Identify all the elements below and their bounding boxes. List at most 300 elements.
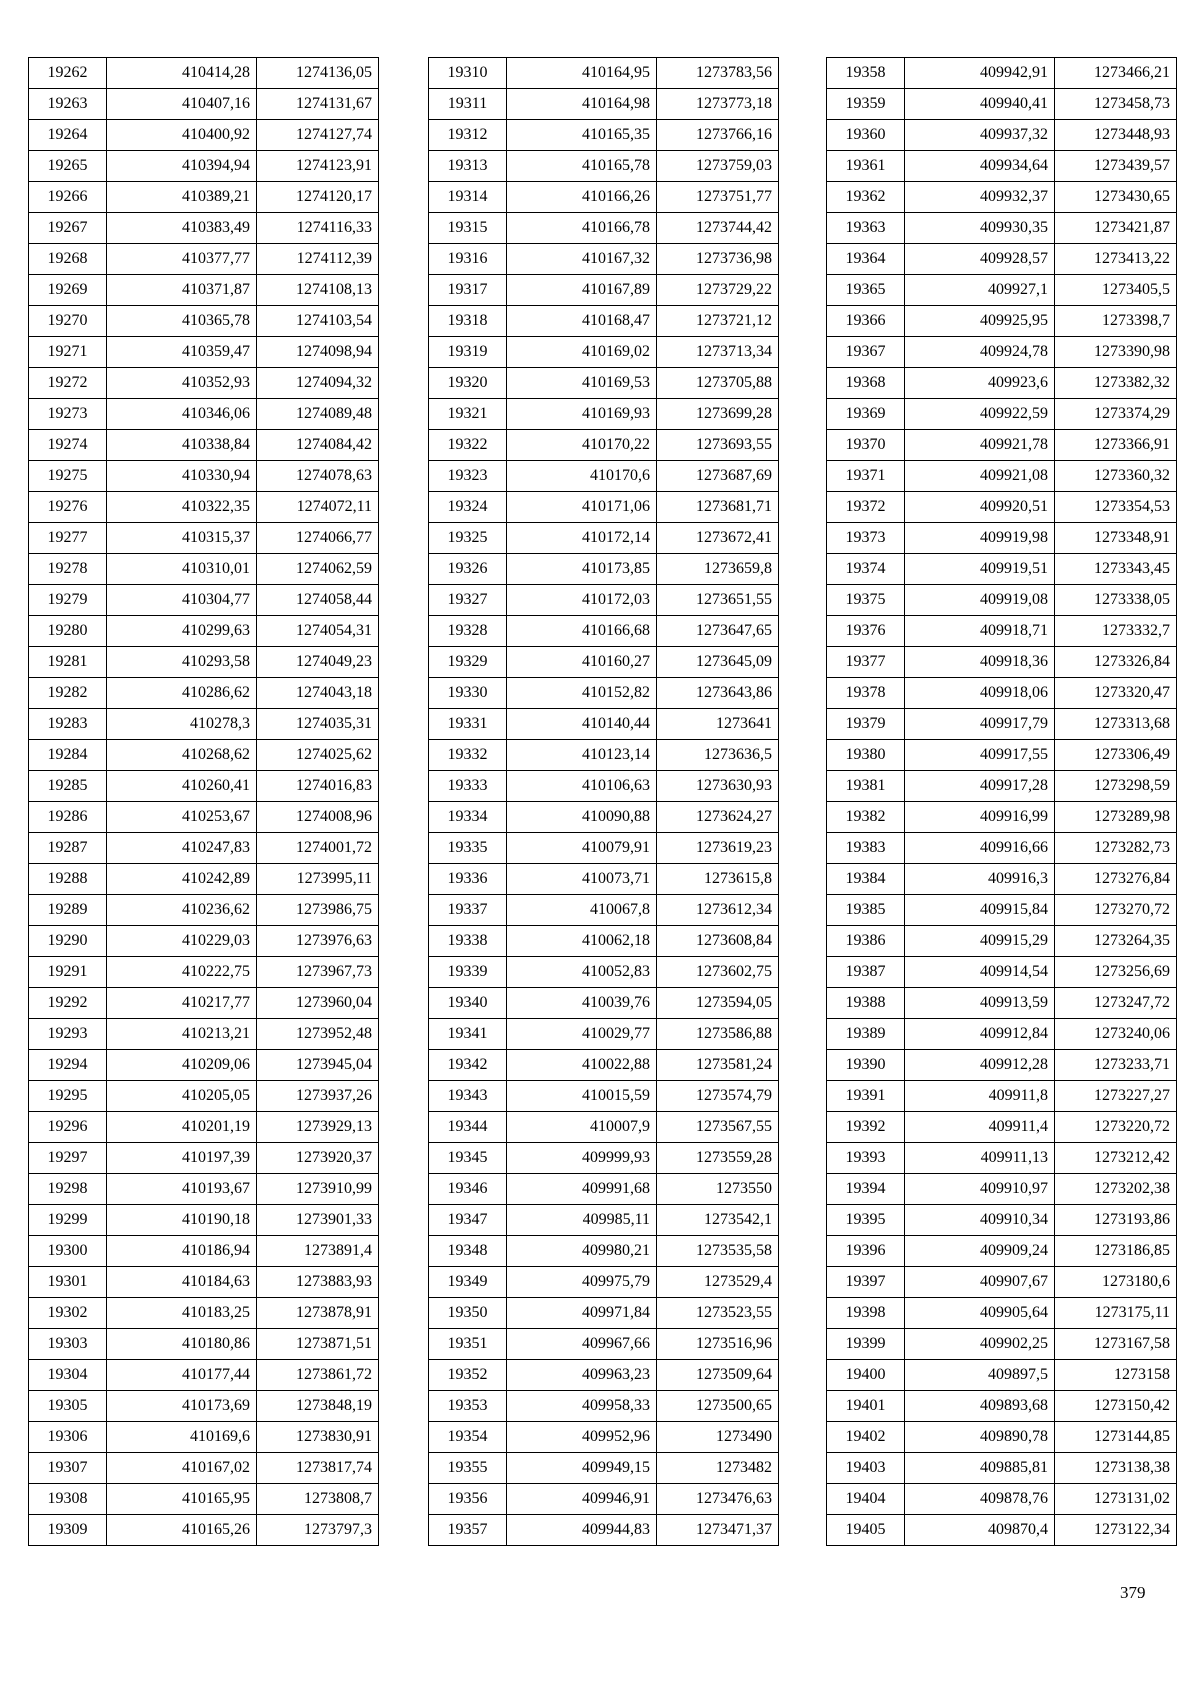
point-id-cell: 19280 (29, 616, 107, 647)
y-coordinate-cell: 1274049,23 (257, 647, 379, 678)
x-coordinate-cell: 409910,97 (905, 1174, 1055, 1205)
y-coordinate-cell: 1273430,65 (1055, 182, 1177, 213)
x-coordinate-cell: 410217,77 (107, 988, 257, 1019)
x-coordinate-cell: 410201,19 (107, 1112, 257, 1143)
table-row (429, 647, 779, 678)
x-coordinate-cell: 409878,76 (905, 1484, 1055, 1515)
table-row (429, 926, 779, 957)
x-coordinate-cell: 410247,83 (107, 833, 257, 864)
point-id-cell: 19325 (429, 523, 507, 554)
point-id-cell: 19313 (429, 151, 507, 182)
y-coordinate-cell: 1273586,88 (657, 1019, 779, 1050)
table-row (429, 1019, 779, 1050)
table-row (827, 833, 1177, 864)
y-coordinate-cell: 1273535,58 (657, 1236, 779, 1267)
y-coordinate-cell: 1273937,26 (257, 1081, 379, 1112)
point-id-cell: 19367 (827, 337, 905, 368)
table-row (29, 740, 379, 771)
table-row (429, 1360, 779, 1391)
table-row (827, 1329, 1177, 1360)
y-coordinate-cell: 1273509,64 (657, 1360, 779, 1391)
x-coordinate-cell: 409971,84 (507, 1298, 657, 1329)
y-coordinate-cell: 1273276,84 (1055, 864, 1177, 895)
point-id-cell: 19373 (827, 523, 905, 554)
coordinate-table-2 (428, 57, 779, 1546)
table-row (827, 1081, 1177, 1112)
table-row (429, 957, 779, 988)
table-row (827, 492, 1177, 523)
point-id-cell: 19385 (827, 895, 905, 926)
y-coordinate-cell: 1273952,48 (257, 1019, 379, 1050)
x-coordinate-cell: 409913,59 (905, 988, 1055, 1019)
x-coordinate-cell: 409907,67 (905, 1267, 1055, 1298)
y-coordinate-cell: 1273581,24 (657, 1050, 779, 1081)
table-row (29, 1484, 379, 1515)
y-coordinate-cell: 1273619,23 (657, 833, 779, 864)
table-row (429, 430, 779, 461)
table-row (429, 1205, 779, 1236)
point-id-cell: 19304 (29, 1360, 107, 1391)
x-coordinate-cell: 410371,87 (107, 275, 257, 306)
x-coordinate-cell: 410029,77 (507, 1019, 657, 1050)
x-coordinate-cell: 409944,83 (507, 1515, 657, 1546)
y-coordinate-cell: 1274078,63 (257, 461, 379, 492)
y-coordinate-cell: 1273439,57 (1055, 151, 1177, 182)
point-id-cell: 19300 (29, 1236, 107, 1267)
table-row (827, 1267, 1177, 1298)
x-coordinate-cell: 409920,51 (905, 492, 1055, 523)
y-coordinate-cell: 1273360,32 (1055, 461, 1177, 492)
point-id-cell: 19364 (827, 244, 905, 275)
table-row (827, 461, 1177, 492)
y-coordinate-cell: 1273612,34 (657, 895, 779, 926)
point-id-cell: 19358 (827, 58, 905, 89)
point-id-cell: 19290 (29, 926, 107, 957)
point-id-cell: 19354 (429, 1422, 507, 1453)
x-coordinate-cell: 410160,27 (507, 647, 657, 678)
point-id-cell: 19298 (29, 1174, 107, 1205)
y-coordinate-cell: 1273212,42 (1055, 1143, 1177, 1174)
table-row (29, 1143, 379, 1174)
point-id-cell: 19278 (29, 554, 107, 585)
point-id-cell: 19338 (429, 926, 507, 957)
table-row (429, 1391, 779, 1422)
point-id-cell: 19302 (29, 1298, 107, 1329)
table-row (827, 1391, 1177, 1422)
point-id-cell: 19285 (29, 771, 107, 802)
point-id-cell: 19268 (29, 244, 107, 275)
table-row (827, 1298, 1177, 1329)
point-id-cell: 19331 (429, 709, 507, 740)
table-row (29, 1453, 379, 1484)
table-row (429, 678, 779, 709)
point-id-cell: 19379 (827, 709, 905, 740)
point-id-cell: 19361 (827, 151, 905, 182)
x-coordinate-cell: 410067,8 (507, 895, 657, 926)
table-row (827, 1205, 1177, 1236)
point-id-cell: 19328 (429, 616, 507, 647)
x-coordinate-cell: 410197,39 (107, 1143, 257, 1174)
x-coordinate-cell: 410315,37 (107, 523, 257, 554)
point-id-cell: 19386 (827, 926, 905, 957)
x-coordinate-cell: 410172,14 (507, 523, 657, 554)
table-row (429, 399, 779, 430)
y-coordinate-cell: 1273348,91 (1055, 523, 1177, 554)
y-coordinate-cell: 1273713,34 (657, 337, 779, 368)
table-row (827, 275, 1177, 306)
table-row (429, 1050, 779, 1081)
x-coordinate-cell: 409885,81 (905, 1453, 1055, 1484)
y-coordinate-cell: 1273471,37 (657, 1515, 779, 1546)
y-coordinate-cell: 1273448,93 (1055, 120, 1177, 151)
point-id-cell: 19322 (429, 430, 507, 461)
table-row (429, 1174, 779, 1205)
x-coordinate-cell: 409946,91 (507, 1484, 657, 1515)
table-row (29, 1329, 379, 1360)
x-coordinate-cell: 409916,99 (905, 802, 1055, 833)
table-row (429, 306, 779, 337)
table-row (429, 58, 779, 89)
x-coordinate-cell: 410377,77 (107, 244, 257, 275)
y-coordinate-cell: 1273817,74 (257, 1453, 379, 1484)
x-coordinate-cell: 410236,62 (107, 895, 257, 926)
point-id-cell: 19342 (429, 1050, 507, 1081)
point-id-cell: 19282 (29, 678, 107, 709)
table-row (827, 740, 1177, 771)
table-row (429, 1236, 779, 1267)
table-row (429, 771, 779, 802)
point-id-cell: 19332 (429, 740, 507, 771)
point-id-cell: 19270 (29, 306, 107, 337)
x-coordinate-cell: 410407,16 (107, 89, 257, 120)
x-coordinate-cell: 410330,94 (107, 461, 257, 492)
table-row (429, 864, 779, 895)
table-row (29, 647, 379, 678)
table-row (429, 182, 779, 213)
x-coordinate-cell: 409916,3 (905, 864, 1055, 895)
x-coordinate-cell: 410346,06 (107, 399, 257, 430)
x-coordinate-cell: 409919,08 (905, 585, 1055, 616)
x-coordinate-cell: 410173,69 (107, 1391, 257, 1422)
x-coordinate-cell: 410352,93 (107, 368, 257, 399)
table-row (429, 368, 779, 399)
y-coordinate-cell: 1274127,74 (257, 120, 379, 151)
table-row (29, 1174, 379, 1205)
x-coordinate-cell: 409917,28 (905, 771, 1055, 802)
x-coordinate-cell: 409937,32 (905, 120, 1055, 151)
x-coordinate-cell: 409952,96 (507, 1422, 657, 1453)
y-coordinate-cell: 1273736,98 (657, 244, 779, 275)
y-coordinate-cell: 1273550 (657, 1174, 779, 1205)
table-row (827, 1143, 1177, 1174)
y-coordinate-cell: 1273421,87 (1055, 213, 1177, 244)
point-id-cell: 19382 (827, 802, 905, 833)
table-row (429, 895, 779, 926)
y-coordinate-cell: 1273871,51 (257, 1329, 379, 1360)
point-id-cell: 19276 (29, 492, 107, 523)
x-coordinate-cell: 410310,01 (107, 554, 257, 585)
y-coordinate-cell: 1274103,54 (257, 306, 379, 337)
table-row (827, 1236, 1177, 1267)
point-id-cell: 19405 (827, 1515, 905, 1546)
x-coordinate-cell: 410293,58 (107, 647, 257, 678)
table-row (29, 864, 379, 895)
x-coordinate-cell: 409932,37 (905, 182, 1055, 213)
point-id-cell: 19392 (827, 1112, 905, 1143)
table-row (29, 1515, 379, 1546)
table-row (29, 957, 379, 988)
y-coordinate-cell: 1273529,4 (657, 1267, 779, 1298)
y-coordinate-cell: 1273797,3 (257, 1515, 379, 1546)
table-row (29, 399, 379, 430)
table-row (827, 151, 1177, 182)
x-coordinate-cell: 409940,41 (905, 89, 1055, 120)
point-id-cell: 19311 (429, 89, 507, 120)
table-row (827, 895, 1177, 926)
y-coordinate-cell: 1273366,91 (1055, 430, 1177, 461)
x-coordinate-cell: 409893,68 (905, 1391, 1055, 1422)
table-row (29, 120, 379, 151)
x-coordinate-cell: 410062,18 (507, 926, 657, 957)
x-coordinate-cell: 409918,06 (905, 678, 1055, 709)
x-coordinate-cell: 409924,78 (905, 337, 1055, 368)
table-row (29, 585, 379, 616)
x-coordinate-cell: 409930,35 (905, 213, 1055, 244)
y-coordinate-cell: 1274025,62 (257, 740, 379, 771)
point-id-cell: 19269 (29, 275, 107, 306)
point-id-cell: 19399 (827, 1329, 905, 1360)
table-row (29, 1205, 379, 1236)
x-coordinate-cell: 410166,26 (507, 182, 657, 213)
x-coordinate-cell: 410286,62 (107, 678, 257, 709)
y-coordinate-cell: 1273636,5 (657, 740, 779, 771)
x-coordinate-cell: 410278,3 (107, 709, 257, 740)
y-coordinate-cell: 1273729,22 (657, 275, 779, 306)
point-id-cell: 19387 (827, 957, 905, 988)
table-row (429, 1267, 779, 1298)
point-id-cell: 19339 (429, 957, 507, 988)
table-row (827, 89, 1177, 120)
x-coordinate-cell: 410193,67 (107, 1174, 257, 1205)
point-id-cell: 19401 (827, 1391, 905, 1422)
y-coordinate-cell: 1274035,31 (257, 709, 379, 740)
table-row (429, 120, 779, 151)
x-coordinate-cell: 410268,62 (107, 740, 257, 771)
point-id-cell: 19389 (827, 1019, 905, 1050)
x-coordinate-cell: 409918,36 (905, 647, 1055, 678)
table-row (827, 337, 1177, 368)
point-id-cell: 19320 (429, 368, 507, 399)
x-coordinate-cell: 410106,63 (507, 771, 657, 802)
y-coordinate-cell: 1274112,39 (257, 244, 379, 275)
x-coordinate-cell: 409999,93 (507, 1143, 657, 1174)
y-coordinate-cell: 1273256,69 (1055, 957, 1177, 988)
point-id-cell: 19296 (29, 1112, 107, 1143)
x-coordinate-cell: 410165,78 (507, 151, 657, 182)
point-id-cell: 19264 (29, 120, 107, 151)
table-row (429, 1453, 779, 1484)
y-coordinate-cell: 1273306,49 (1055, 740, 1177, 771)
y-coordinate-cell: 1274016,83 (257, 771, 379, 802)
y-coordinate-cell: 1273398,7 (1055, 306, 1177, 337)
point-id-cell: 19349 (429, 1267, 507, 1298)
y-coordinate-cell: 1273641 (657, 709, 779, 740)
point-id-cell: 19357 (429, 1515, 507, 1546)
y-coordinate-cell: 1273615,8 (657, 864, 779, 895)
x-coordinate-cell: 410186,94 (107, 1236, 257, 1267)
x-coordinate-cell: 409917,55 (905, 740, 1055, 771)
point-id-cell: 19355 (429, 1453, 507, 1484)
y-coordinate-cell: 1273687,69 (657, 461, 779, 492)
x-coordinate-cell: 410172,03 (507, 585, 657, 616)
point-id-cell: 19353 (429, 1391, 507, 1422)
point-id-cell: 19263 (29, 89, 107, 120)
y-coordinate-cell: 1273202,38 (1055, 1174, 1177, 1205)
point-id-cell: 19391 (827, 1081, 905, 1112)
y-coordinate-cell: 1273476,63 (657, 1484, 779, 1515)
table-row (429, 337, 779, 368)
point-id-cell: 19378 (827, 678, 905, 709)
table-row (827, 244, 1177, 275)
table-row (429, 1484, 779, 1515)
y-coordinate-cell: 1273466,21 (1055, 58, 1177, 89)
x-coordinate-cell: 410039,76 (507, 988, 657, 1019)
point-id-cell: 19312 (429, 120, 507, 151)
point-id-cell: 19336 (429, 864, 507, 895)
table-row (429, 1081, 779, 1112)
table-row (827, 430, 1177, 461)
x-coordinate-cell: 410177,44 (107, 1360, 257, 1391)
point-id-cell: 19352 (429, 1360, 507, 1391)
x-coordinate-cell: 410169,02 (507, 337, 657, 368)
table-row (429, 213, 779, 244)
point-id-cell: 19265 (29, 151, 107, 182)
point-id-cell: 19292 (29, 988, 107, 1019)
table-row (827, 1484, 1177, 1515)
table-row (29, 523, 379, 554)
y-coordinate-cell: 1273282,73 (1055, 833, 1177, 864)
table-row (429, 1112, 779, 1143)
x-coordinate-cell: 410242,89 (107, 864, 257, 895)
table-row (29, 554, 379, 585)
point-id-cell: 19334 (429, 802, 507, 833)
y-coordinate-cell: 1273751,77 (657, 182, 779, 213)
table-row (827, 1112, 1177, 1143)
table-row (29, 1422, 379, 1453)
table-row (29, 1360, 379, 1391)
x-coordinate-cell: 409967,66 (507, 1329, 657, 1360)
y-coordinate-cell: 1274089,48 (257, 399, 379, 430)
point-id-cell: 19402 (827, 1422, 905, 1453)
x-coordinate-cell: 410183,25 (107, 1298, 257, 1329)
point-id-cell: 19390 (827, 1050, 905, 1081)
x-coordinate-cell: 409911,8 (905, 1081, 1055, 1112)
y-coordinate-cell: 1273594,05 (657, 988, 779, 1019)
table-row (429, 1298, 779, 1329)
x-coordinate-cell: 409911,4 (905, 1112, 1055, 1143)
x-coordinate-cell: 410090,88 (507, 802, 657, 833)
table-row (29, 709, 379, 740)
table-row (429, 833, 779, 864)
x-coordinate-cell: 410164,98 (507, 89, 657, 120)
table-row (29, 802, 379, 833)
y-coordinate-cell: 1274001,72 (257, 833, 379, 864)
point-id-cell: 19340 (429, 988, 507, 1019)
table-row (429, 461, 779, 492)
x-coordinate-cell: 410190,18 (107, 1205, 257, 1236)
y-coordinate-cell: 1273651,55 (657, 585, 779, 616)
point-id-cell: 19345 (429, 1143, 507, 1174)
x-coordinate-cell: 410260,41 (107, 771, 257, 802)
y-coordinate-cell: 1274043,18 (257, 678, 379, 709)
y-coordinate-cell: 1274084,42 (257, 430, 379, 461)
point-id-cell: 19274 (29, 430, 107, 461)
x-coordinate-cell: 410171,06 (507, 492, 657, 523)
x-coordinate-cell: 409963,23 (507, 1360, 657, 1391)
x-coordinate-cell: 410222,75 (107, 957, 257, 988)
point-id-cell: 19333 (429, 771, 507, 802)
coordinate-table-1 (28, 57, 379, 1546)
point-id-cell: 19303 (29, 1329, 107, 1360)
y-coordinate-cell: 1273193,86 (1055, 1205, 1177, 1236)
table-row (29, 1019, 379, 1050)
point-id-cell: 19368 (827, 368, 905, 399)
y-coordinate-cell: 1273138,38 (1055, 1453, 1177, 1484)
x-coordinate-cell: 410167,02 (107, 1453, 257, 1484)
table-row (29, 461, 379, 492)
y-coordinate-cell: 1274072,11 (257, 492, 379, 523)
table-row (827, 988, 1177, 1019)
x-coordinate-cell: 410205,05 (107, 1081, 257, 1112)
point-id-cell: 19371 (827, 461, 905, 492)
y-coordinate-cell: 1273920,37 (257, 1143, 379, 1174)
x-coordinate-cell: 409897,5 (905, 1360, 1055, 1391)
point-id-cell: 19329 (429, 647, 507, 678)
x-coordinate-cell: 410015,59 (507, 1081, 657, 1112)
x-coordinate-cell: 409949,15 (507, 1453, 657, 1484)
y-coordinate-cell: 1273326,84 (1055, 647, 1177, 678)
table-row (827, 771, 1177, 802)
point-id-cell: 19337 (429, 895, 507, 926)
y-coordinate-cell: 1274136,05 (257, 58, 379, 89)
point-id-cell: 19396 (827, 1236, 905, 1267)
point-id-cell: 19365 (827, 275, 905, 306)
point-id-cell: 19267 (29, 213, 107, 244)
table-row (429, 275, 779, 306)
y-coordinate-cell: 1273343,45 (1055, 554, 1177, 585)
y-coordinate-cell: 1273264,35 (1055, 926, 1177, 957)
x-coordinate-cell: 410170,22 (507, 430, 657, 461)
x-coordinate-cell: 410180,86 (107, 1329, 257, 1360)
table-row (827, 802, 1177, 833)
y-coordinate-cell: 1273945,04 (257, 1050, 379, 1081)
table-row (429, 1515, 779, 1546)
point-id-cell: 19403 (827, 1453, 905, 1484)
x-coordinate-cell: 409914,54 (905, 957, 1055, 988)
y-coordinate-cell: 1273413,22 (1055, 244, 1177, 275)
point-id-cell: 19346 (429, 1174, 507, 1205)
y-coordinate-cell: 1273705,88 (657, 368, 779, 399)
y-coordinate-cell: 1274098,94 (257, 337, 379, 368)
y-coordinate-cell: 1273131,02 (1055, 1484, 1177, 1515)
point-id-cell: 19277 (29, 523, 107, 554)
point-id-cell: 19293 (29, 1019, 107, 1050)
point-id-cell: 19344 (429, 1112, 507, 1143)
table-row (827, 554, 1177, 585)
point-id-cell: 19272 (29, 368, 107, 399)
y-coordinate-cell: 1274066,77 (257, 523, 379, 554)
x-coordinate-cell: 410168,47 (507, 306, 657, 337)
